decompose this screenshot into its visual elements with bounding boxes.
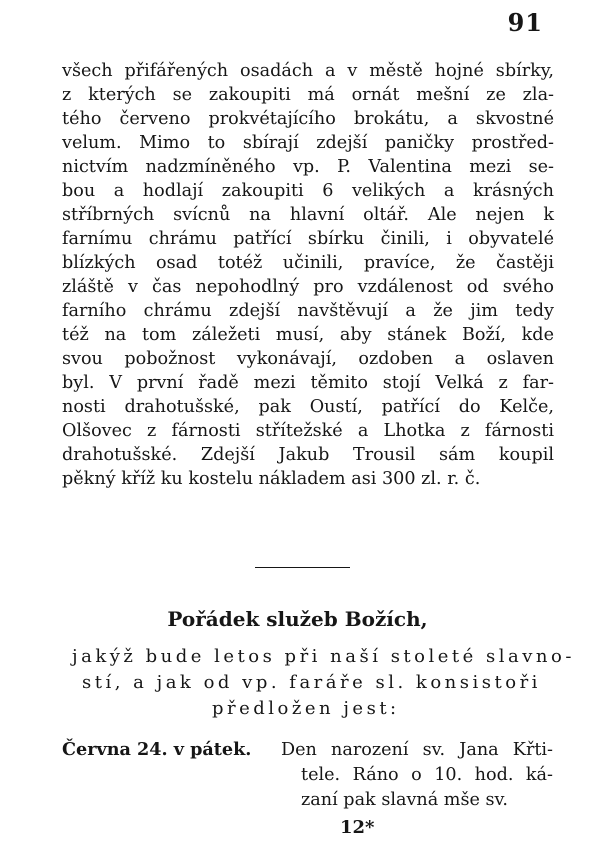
body-line: zláště v čas nepohodlný pro vzdálenost od svého xyxy=(62,277,554,297)
body-line: velum. Mimo to sbírají zdejší paničky prostřed- xyxy=(62,133,554,153)
body-line: blízkých osad totéž učinili, pravíce, že častěji xyxy=(62,253,554,273)
body-line: všech přifářených osadách a v městě hojné sbírky, xyxy=(62,61,554,81)
intro-line: předložen jest: xyxy=(212,698,400,719)
intro-line: stí, a jak od vp. faráře sl. konsistoři xyxy=(82,672,541,693)
body-line: drahotušské. Zdejší Jakub Trousil sám koupil xyxy=(62,445,554,465)
body-line: z kterých se zakoupiti má ornát mešní ze zla- xyxy=(62,85,554,105)
body-line: farního chrámu zdejší navštěvují a že jim tedy xyxy=(62,301,554,321)
body-line: Olšovec z fárnosti střítežské a Lhotka z fárnosti xyxy=(62,421,554,441)
page-number: 91 xyxy=(507,8,543,37)
body-line: též na tom záležeti musí, aby stánek Boží, kde xyxy=(62,325,554,345)
body-line: farnímu chrámu patřící sbírku činili, i obyvatelé xyxy=(62,229,554,249)
schedule-line: zaní pak slavná mše sv. xyxy=(301,790,509,810)
body-line: svou pobožnost vykonávají, ozdoben a oslaven xyxy=(62,349,554,369)
section-heading: Pořádek služeb Božích, xyxy=(167,607,428,631)
body-line: pěkný kříž ku kostelu nákladem asi 300 zl. r. č. xyxy=(62,469,481,489)
schedule-line: Den narození sv. Jana Křti- xyxy=(281,740,553,760)
body-line: nictvím nadzmíněného vp. P. Valentina mezi se- xyxy=(62,157,554,177)
body-line: tého červeno prokvétajícího brokátu, a skvostné xyxy=(62,109,554,129)
body-line: nosti drahotušské, pak Oustí, patřící do Kelče, xyxy=(62,397,554,417)
section-divider xyxy=(255,567,350,568)
body-line: stříbrných svícnů na hlavní oltář. Ale nejen k xyxy=(62,205,554,225)
signature-mark: 12* xyxy=(340,817,375,838)
schedule-line: tele. Ráno o 10. hod. ká- xyxy=(301,765,553,785)
schedule-date: Června 24. v pátek. xyxy=(62,739,252,760)
body-line: byl. V první řadě mezi těmito stojí Velká z far- xyxy=(62,373,554,393)
body-line: bou a hodlají zakoupiti 6 velikých a krásných xyxy=(62,181,554,201)
intro-line: jakýž bude letos při naší stoleté slavno- xyxy=(72,646,575,667)
